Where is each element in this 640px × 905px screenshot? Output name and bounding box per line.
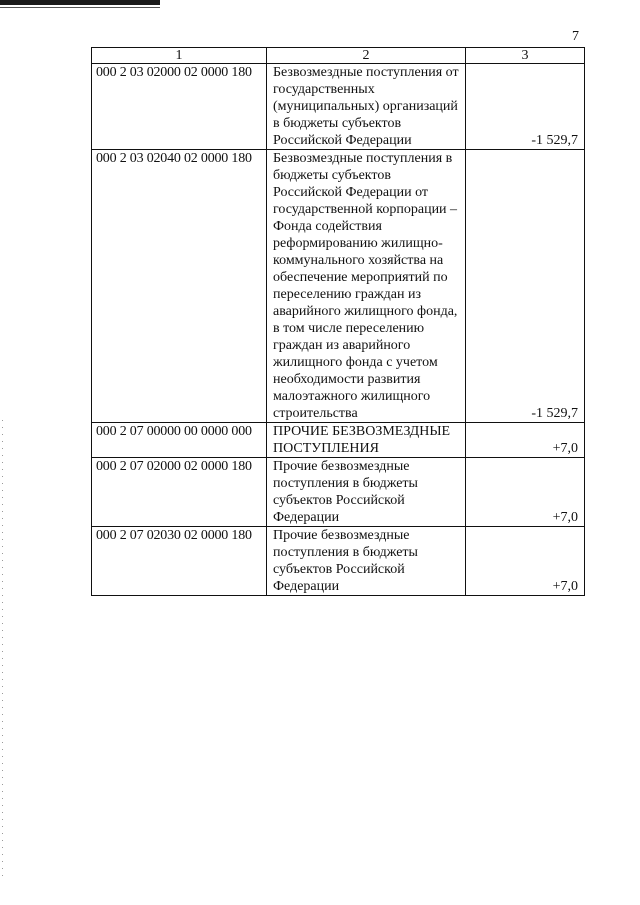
column-header-amount: 3 (466, 48, 585, 64)
amount-cell: -1 529,7 (466, 64, 585, 150)
page-number: 7 (572, 29, 579, 44)
column-header-name: 2 (267, 48, 466, 64)
amount-cell: +7,0 (466, 423, 585, 458)
income-name-cell: Прочие безвозмездные поступления в бюджеты субъектов Российской Федерации (267, 458, 466, 527)
table-row (92, 458, 585, 527)
table-row (92, 527, 585, 596)
budget-table (91, 47, 585, 596)
budget-code-cell: 000 2 03 02000 02 0000 180 (92, 64, 267, 150)
income-name-cell: ПРОЧИЕ БЕЗВОЗМЕЗДНЫЕ ПОСТУПЛЕНИЯ (267, 423, 466, 458)
column-header-code: 1 (92, 48, 267, 64)
budget-code-cell: 000 2 03 02040 02 0000 180 (92, 150, 267, 423)
income-name-cell: Безвозмездные поступления в бюджеты субъектов Российской Федерации от государственной корпорации – Фонда содействия реформированию жилищно-коммунального хозяйства на обеспечение мероприятий по переселению граждан из аварийного жилищного фонда, в том числе переселению граждан из аварийного жилищного фонда с учетом необходимости развития малоэтажного жилищного строительства (267, 150, 466, 423)
income-name-cell: Прочие безвозмездные поступления в бюджеты субъектов Российской Федерации (267, 527, 466, 596)
budget-code-cell: 000 2 07 02030 02 0000 180 (92, 527, 267, 596)
table-row (92, 64, 585, 150)
amount-cell: -1 529,7 (466, 150, 585, 423)
amount-cell: +7,0 (466, 527, 585, 596)
budget-code-cell: 000 2 07 00000 00 0000 000 (92, 423, 267, 458)
scan-edge-marks (2, 420, 3, 880)
income-name-cell: Безвозмездные поступления от государственных (муниципальных) организаций в бюджеты субъектов Российской Федерации (267, 64, 466, 150)
budget-code-cell: 000 2 07 02000 02 0000 180 (92, 458, 267, 527)
top-edge-line (0, 7, 160, 8)
amount-cell: +7,0 (466, 458, 585, 527)
table-row (92, 423, 585, 458)
table-row (92, 150, 585, 423)
top-edge-bar (0, 0, 160, 5)
table-header-row (92, 48, 585, 64)
